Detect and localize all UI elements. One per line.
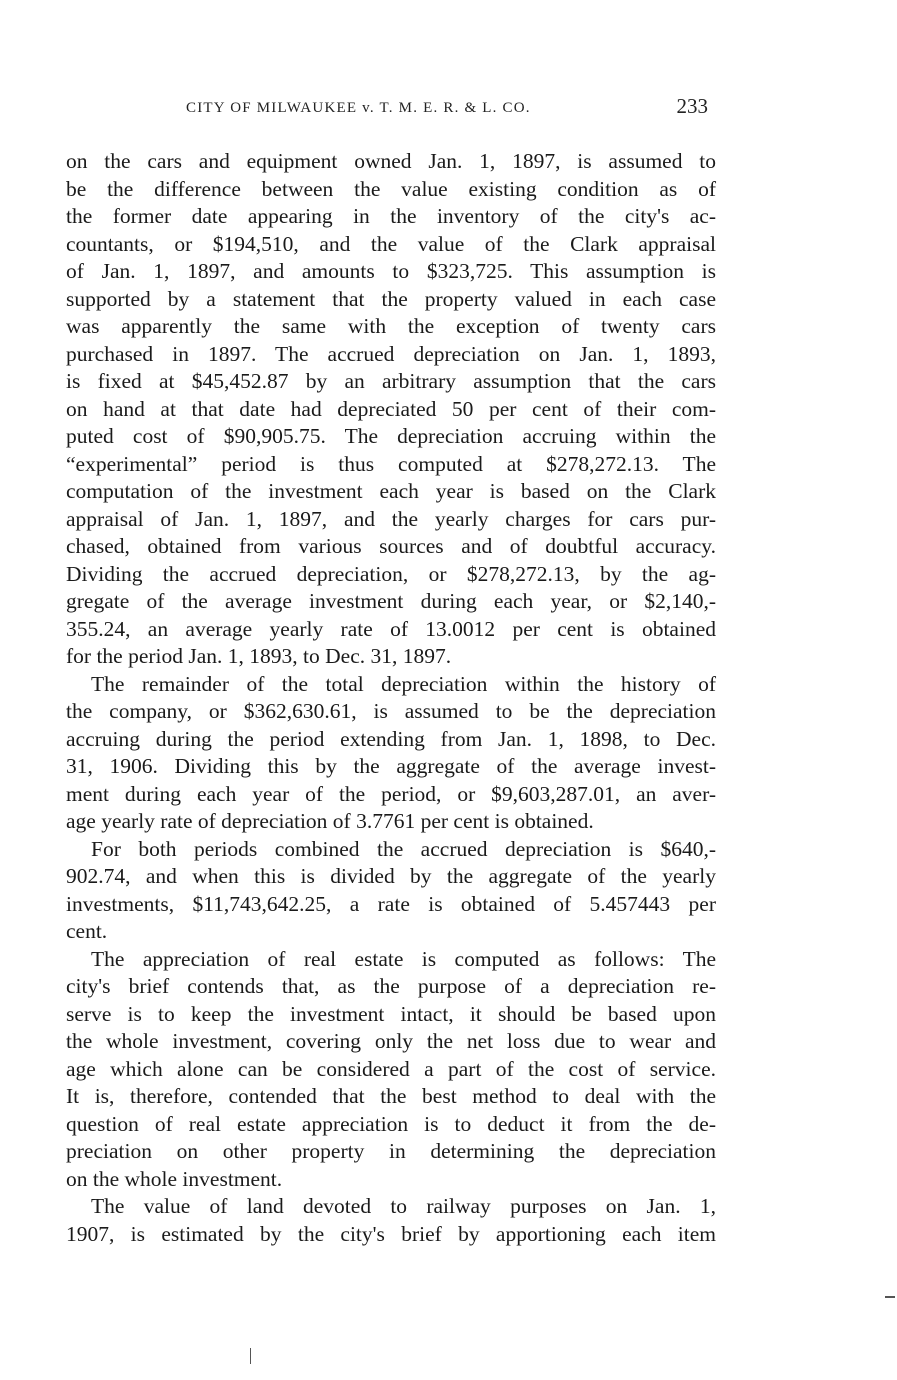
text-line: question of real estate appreciation is to deduct it from the de- (66, 1111, 716, 1136)
text-line: countants, or $194,510, and the value of the Clark appraisal (66, 231, 716, 256)
paragraph-5 (66, 1193, 716, 1248)
text-line: 902.74, and when this is divided by the aggregate of the yearly (66, 864, 716, 888)
text-line: 1907, is estimated by the city's brief by apportioning each item (66, 1221, 716, 1246)
text-line: the former date appearing in the inventory of the city's ac- (66, 204, 716, 228)
text-line: The appreciation of real estate is computed as follows: The (91, 946, 716, 971)
paragraph-2 (66, 671, 716, 836)
text-line: the company, or $362,630.61, is assumed to be the depreciation (66, 699, 716, 723)
text-line: cent. (66, 919, 108, 943)
paragraph-4 (66, 946, 716, 1194)
text-line: ment during each year of the period, or $9,603,287.01, an aver- (66, 781, 716, 806)
paragraph-3 (66, 836, 716, 946)
text-line: 355.24, an average yearly rate of 13.0012 per cent is obtained (66, 616, 716, 641)
text-line: is fixed at $45,452.87 by an arbitrary assumption that the cars (66, 369, 716, 393)
paragraph-1 (66, 148, 716, 671)
text-line: The remainder of the total depreciation within the history of (91, 671, 716, 696)
page-number: 233 (676, 94, 708, 118)
text-line: supported by a statement that the property valued in each case (66, 286, 716, 311)
text-line: accruing during the period extending from Jan. 1, 1898, to Dec. (66, 726, 716, 751)
running-title: CITY OF MILWAUKEE v. T. M. E. R. & L. CO. (186, 100, 531, 116)
text-line: serve is to keep the investment intact, it should be based upon (66, 1001, 716, 1026)
text-line: city's brief contends that, as the purpose of a depreciation re- (66, 974, 716, 998)
text-line: on hand at that date had depreciated 50 per cent of their com- (66, 396, 716, 421)
text-line: appraisal of Jan. 1, 1897, and the yearly charges for cars pur- (66, 506, 716, 531)
text-line: for the period Jan. 1, 1893, to Dec. 31, 1897. (66, 644, 452, 668)
body-text (66, 148, 716, 1248)
text-line: “experimental” period is thus computed at $278,272.13. The (66, 451, 716, 476)
text-line: The value of land devoted to railway purposes on Jan. 1, (91, 1194, 716, 1218)
scan-mark (250, 1348, 251, 1364)
running-head (66, 92, 716, 122)
text-line: 31, 1906. Dividing this by the aggregate of the average invest- (66, 754, 716, 778)
text-line: It is, therefore, contended that the best method to deal with the (66, 1084, 716, 1108)
text-line: gregate of the average investment during each year, or $2,140,- (66, 589, 716, 613)
text-line: For both periods combined the accrued depreciation is $640,- (91, 836, 716, 861)
text-line: Dividing the accrued depreciation, or $278,272.13, by the ag- (66, 561, 716, 586)
text-line: the whole investment, covering only the net loss due to wear and (66, 1029, 716, 1053)
text-line: of Jan. 1, 1897, and amounts to $323,725. This assumption is (66, 259, 716, 283)
text-line: on the cars and equipment owned Jan. 1, 1897, is assumed to (66, 149, 716, 173)
text-line: age yearly rate of depreciation of 3.7761 per cent is obtained. (66, 809, 594, 833)
text-line: age which alone can be considered a part of the cost of service. (66, 1056, 716, 1081)
text-line: purchased in 1897. The accrued depreciation on Jan. 1, 1893, (66, 341, 716, 366)
text-line: computation of the investment each year is based on the Clark (66, 479, 716, 503)
text-line: preciation on other property in determining the depreciation (66, 1139, 716, 1163)
text-line: puted cost of $90,905.75. The depreciation accruing within the (66, 424, 716, 448)
scan-mark (885, 1296, 895, 1298)
text-line: chased, obtained from various sources and of doubtful accuracy. (66, 534, 716, 558)
text-line: investments, $11,743,642.25, a rate is obtained of 5.457443 per (66, 891, 716, 916)
text-line: be the difference between the value existing condition as of (66, 176, 716, 201)
text-line: was apparently the same with the exception of twenty cars (66, 314, 716, 338)
text-line: on the whole investment. (66, 1166, 283, 1191)
